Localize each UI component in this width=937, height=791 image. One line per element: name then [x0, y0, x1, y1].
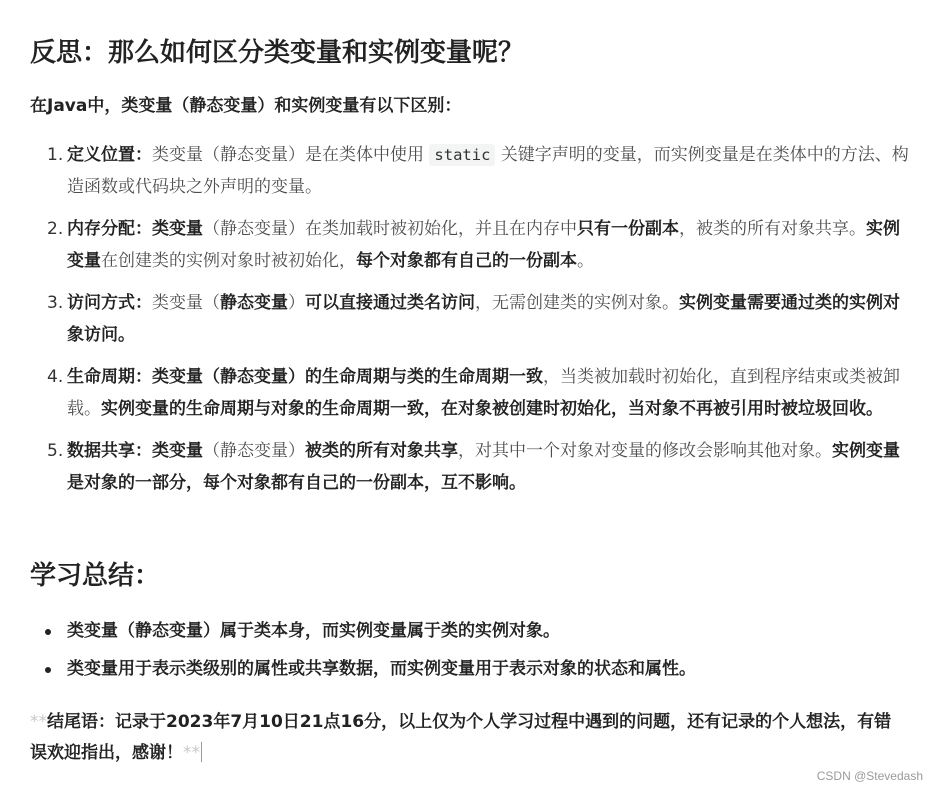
- item-emphasis: 每个对象都有自己的一份副本: [356, 250, 577, 271]
- item-emphasis: 类变量: [152, 441, 203, 461]
- differences-list: [30, 140, 910, 510]
- intro-paragraph: 在Java中，类变量（静态变量）和实例变量有以下区别：: [30, 96, 462, 116]
- item-emphasis: 实例变量是对象的一部分，每个对象都有自己的一份副本，互不影响。: [67, 441, 900, 493]
- item-text: ）: [288, 293, 305, 313]
- difference-item-memory: [30, 214, 910, 277]
- difference-item-definition: [30, 140, 910, 203]
- item-label: 生命周期：: [67, 367, 152, 387]
- closing-note[interactable]: [30, 707, 905, 769]
- item-emphasis: 只有一份副本: [577, 219, 679, 239]
- item-label: 数据共享：: [67, 441, 152, 461]
- summary-item-text: 类变量用于表示类级别的属性或共享数据，而实例变量用于表示对象的状态和属性。: [67, 659, 696, 679]
- item-text: ，对其中一个对象对变量的修改会影响其他对象。: [458, 441, 832, 461]
- item-number: 5.: [47, 441, 64, 461]
- item-text: （静态变量）在类加载时被初始化，并且在内存中: [203, 219, 577, 239]
- csdn-watermark: CSDN @Stevedash: [816, 769, 923, 783]
- summary-item: [30, 654, 910, 685]
- item-text: （静态变量）: [203, 441, 305, 461]
- summary-item: [30, 616, 910, 647]
- item-text: ，被类的所有对象共享。: [679, 219, 866, 239]
- item-text: ，无需创建类的实例对象。: [475, 293, 679, 313]
- markdown-bold-marker-close: **: [183, 743, 200, 763]
- closing-text: 结尾语：记录于2023年7月10日21点16分，以上仅为个人学习过程中遇到的问题，还有记录的个人想法，有错误欢迎指出，感谢！: [30, 712, 892, 763]
- item-emphasis: 实例变量: [67, 219, 900, 271]
- reflection-heading: 反思：那么如何区分类变量和实例变量呢？: [30, 38, 525, 68]
- item-text: ，当类被加载时初始化，直到程序结束或类被卸载。: [67, 367, 900, 419]
- item-label: 定义位置：: [67, 145, 152, 165]
- item-emphasis: 可以直接通过类名访问: [305, 293, 475, 313]
- item-text: 。: [577, 250, 594, 271]
- item-number: 2.: [47, 219, 64, 239]
- difference-item-access: [30, 288, 910, 351]
- item-number: 3.: [47, 293, 64, 313]
- difference-item-lifecycle: [30, 362, 910, 425]
- item-number: 1.: [47, 145, 64, 165]
- text-cursor: [201, 742, 202, 762]
- item-text: 类变量（: [152, 293, 220, 313]
- summary-heading: 学习总结：: [30, 561, 161, 591]
- item-label: 内存分配：: [67, 219, 152, 239]
- bullet-icon: [45, 629, 51, 635]
- item-label: 访问方式：: [67, 293, 152, 313]
- item-emphasis: 静态变量: [220, 293, 288, 313]
- item-emphasis: 类变量: [152, 219, 203, 239]
- bullet-icon: [45, 667, 51, 673]
- difference-item-sharing: [30, 436, 910, 499]
- summary-list: [30, 616, 910, 692]
- item-text: 关键字声明的变量，而实例变量是在类体中的方法、构造函数或代码块之外声明的变量。: [67, 145, 909, 197]
- static-keyword-code: static: [429, 144, 495, 166]
- summary-item-text: 类变量（静态变量）属于类本身，而实例变量属于类的实例对象。: [67, 621, 560, 641]
- item-emphasis: 实例变量的生命周期与对象的生命周期一致，在对象被创建时初始化，当对象不再被引用时被垃圾回收。: [101, 398, 883, 419]
- item-text: 类变量（静态变量）是在类体中使用: [152, 145, 430, 165]
- item-number: 4.: [47, 367, 64, 387]
- item-text: 在创建类的实例对象时被初始化，: [101, 250, 356, 271]
- item-emphasis: 实例变量需要通过类的实例对象访问。: [67, 293, 900, 345]
- item-emphasis: 被类的所有对象共享: [305, 441, 458, 461]
- markdown-bold-marker-open: **: [30, 712, 47, 732]
- item-emphasis: 类变量（静态变量）的生命周期与类的生命周期一致: [152, 367, 543, 387]
